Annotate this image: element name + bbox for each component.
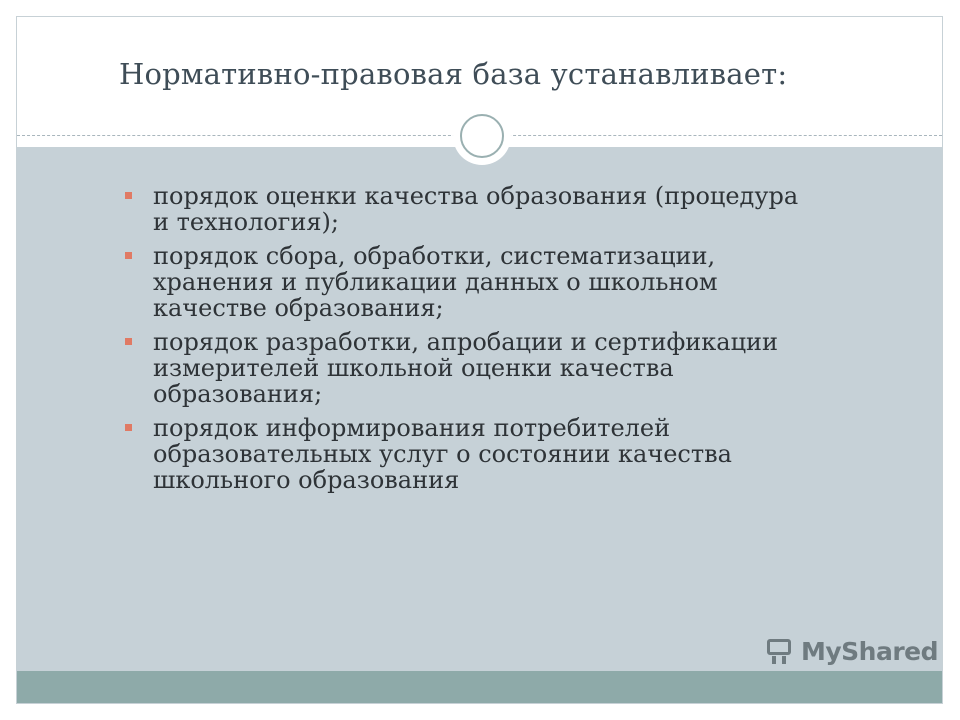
bullet-item — [125, 243, 885, 321]
watermark-text: MyShared — [800, 637, 938, 666]
footer-band — [17, 671, 942, 704]
bullet-item — [125, 183, 885, 235]
bullet-line: образования; — [153, 380, 323, 408]
bullet-marker-icon — [125, 252, 132, 259]
ornament-ring — [460, 114, 504, 158]
presentation-screen-icon — [765, 639, 795, 665]
bullet-marker-icon — [125, 192, 132, 199]
circle-ornament-icon — [453, 107, 511, 165]
myshared-watermark — [765, 637, 938, 666]
bullet-line: порядок сбора, обработки, систематизации, — [153, 242, 716, 270]
bullet-line: измерителей школьной оценки качества — [153, 354, 674, 382]
slide — [16, 16, 943, 704]
bullet-item — [125, 415, 885, 493]
bullet-line: образовательных услуг о состоянии качества — [153, 440, 732, 468]
bullet-line: порядок разработки, апробации и сертификации — [153, 328, 779, 356]
bullet-line: порядок информирования потребителей — [153, 414, 671, 442]
bullet-line: хранения и публикации данных о школьном — [153, 268, 718, 296]
bullet-line: качестве образования; — [153, 294, 444, 322]
bullet-marker-icon — [125, 424, 132, 431]
bullet-marker-icon — [125, 338, 132, 345]
bullet-line: школьного образования — [153, 466, 460, 494]
bullet-item — [125, 329, 885, 407]
bullet-line: и технология); — [153, 208, 339, 236]
slide-title: Нормативно-правовая база устанавливает: — [119, 57, 788, 91]
bullet-line: порядок оценки качества образования (процедура — [153, 182, 799, 210]
bullet-list — [125, 183, 885, 501]
